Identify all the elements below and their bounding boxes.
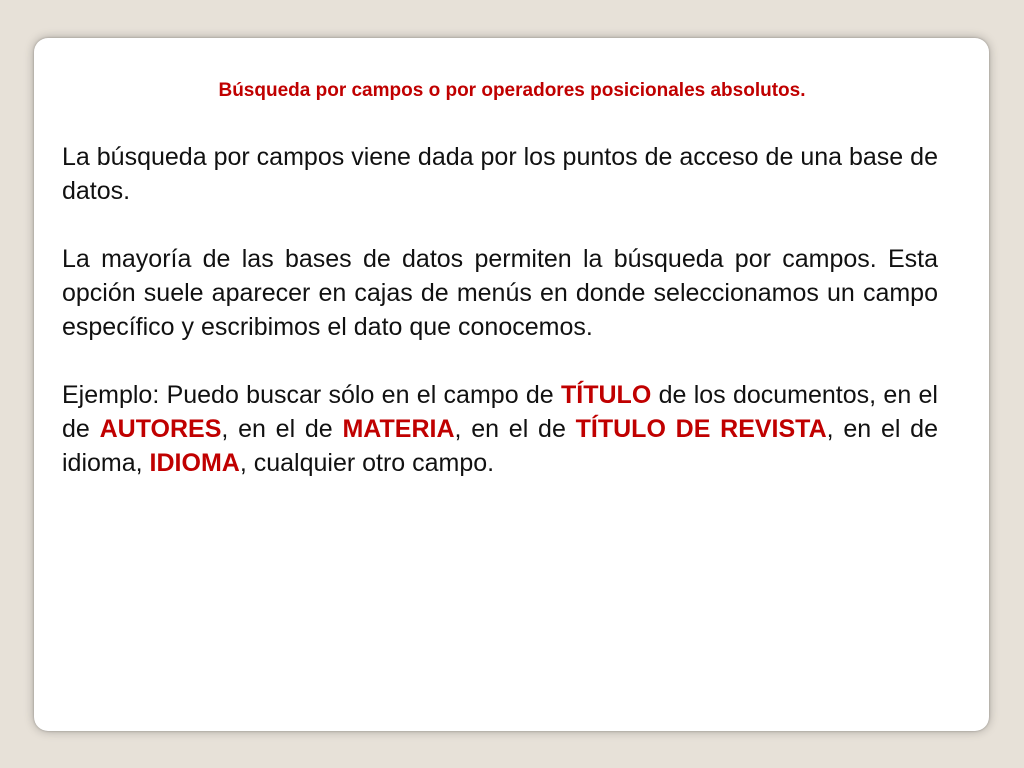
keyword-titulo-de-revista: TÍTULO DE REVISTA	[575, 415, 827, 443]
keyword-titulo: TÍTULO	[561, 381, 652, 409]
keyword-autores: AUTORES	[99, 415, 222, 443]
paragraph-3-text-6: , cualquier otro campo.	[239, 449, 495, 477]
paragraph-3-text-2: de los documentos, en el de	[62, 381, 938, 443]
slide-body	[62, 140, 938, 514]
paragraph-3	[62, 378, 938, 480]
slide-title: Búsqueda por campos o por operadores posicionales absolutos.	[218, 80, 806, 101]
paragraph-3-text-5: , en el de idioma,	[62, 415, 938, 477]
paragraph-3-text-3: , en el de	[221, 415, 343, 443]
paragraph-3-text-1: Ejemplo: Puedo buscar sólo en el campo de	[62, 381, 562, 409]
keyword-idioma: IDIOMA	[149, 449, 240, 477]
paragraph-1: La búsqueda por campos viene dada por los puntos de acceso de una base de datos.	[62, 143, 938, 205]
paragraph-2: La mayoría de las bases de datos permiten la búsqueda por campos. Esta opción suele aparecer en cajas de menús en donde seleccionamos un campo específico y escribimos el dato que conocemos.	[62, 245, 938, 341]
keyword-materia: MATERIA	[342, 415, 455, 443]
paragraph-3-text-4: , en el de	[454, 415, 576, 443]
